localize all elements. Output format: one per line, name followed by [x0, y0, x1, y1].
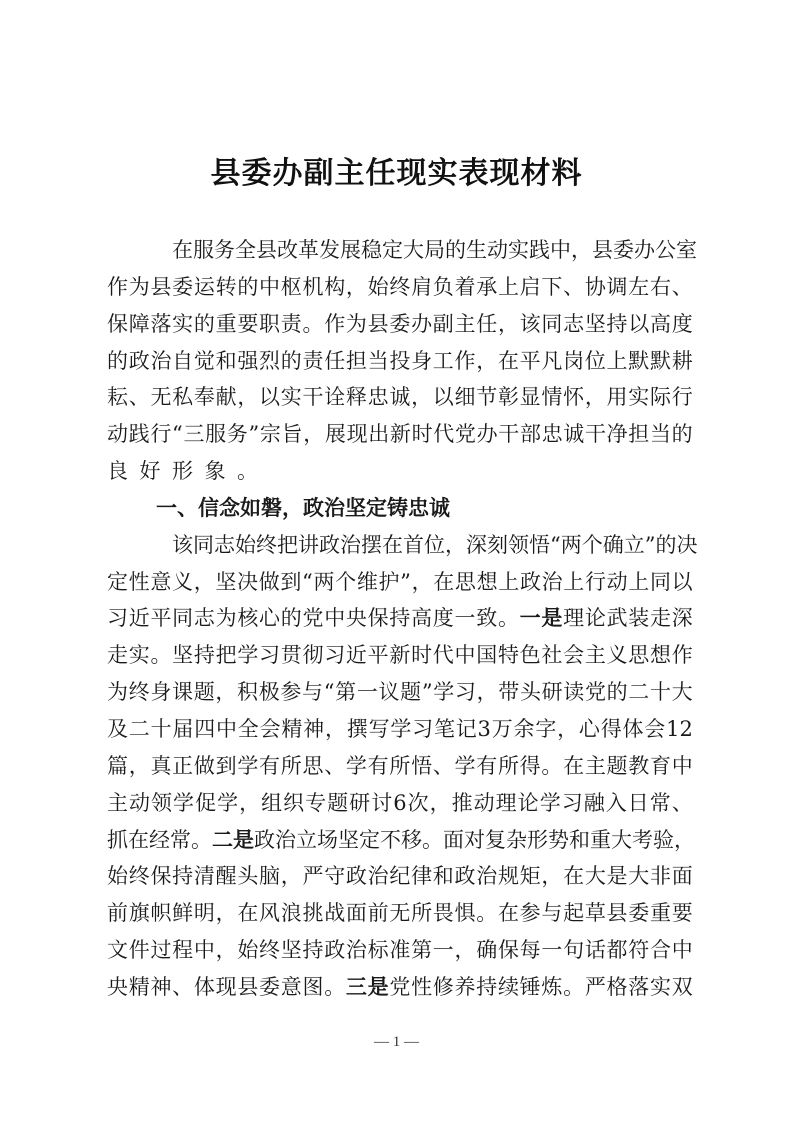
text-line: 前 旗 帜 鲜 明 ， 在 风 浪 挑 战 面 前 无 所 畏 惧 。 在 参 与 起 草 县 委 重 要 [107, 901, 693, 926]
text-line: 习 近 平 同 志 为 核 心 的 党 中 央 保 持 高 度 一 致 。 一 是 理 论 武 装 走 深 [107, 606, 693, 631]
text-line: 篇 ， 真 正 做 到 学 有 所 思 、 学 有 所 悟 、 学 有 所 得 。 在 主 题 教 育 中 [107, 753, 693, 778]
text-line: 为 终 身 课 题 ， 积 极 参 与 “ 第 一 议 题 ” 学 习 ， 带 头 研 读 党 的 二 十 大 [107, 680, 693, 705]
text-line: 及 二 十 届 四 中 全 会 精 神 ， 撰 写 学 习 笔 记 3 万 余 字 ， 心 得 体 会 12 [107, 716, 693, 741]
text-line: 一、信念如磐，政治坚定铸忠诚 [156, 495, 450, 520]
text-line: 主 动 领 学 促 学 ， 组 织 专 题 研 讨 6 次 ， 推 动 理 论 学 习 融 入 日 常 、 [107, 790, 693, 815]
text-line: 良 好 形 象 。 [107, 459, 258, 484]
text-line: 定 性 意 义 ， 坚 决 做 到 “ 两 个 维 护 ” ， 在 思 想 上 政 治 上 行 动 上 同 以 [107, 569, 693, 594]
document-title: 县委办副主任现实表现材料 [210, 156, 583, 191]
paragraph [107, 527, 698, 1006]
text-line: 始 终 保 持 清 醒 头 脑 ， 严 守 政 治 纪 律 和 政 治 规 矩 ， 在 大 是 大 非 面 [107, 864, 693, 889]
paragraph [107, 232, 697, 490]
text-line: 保 障 落 实 的 重 要 职 责 。 作 为 县 委 办 副 主 任 ， 该 同 志 坚 持 以 高 度 [107, 311, 693, 336]
text-line: 央 精 神 、 体 现 县 委 意 图 。 三 是 党 性 修 养 持 续 锤 炼 。 严 格 落 实 双 [107, 974, 693, 999]
text-line: 抓 在 经 常 。 二 是 政 治 立 场 坚 定 不 移 。 面 对 复 杂 形 势 和 重 大 考 验 ， [107, 827, 695, 852]
text-line: 耘 、 无 私 奉 献 ， 以 实 干 诠 释 忠 诚 ， 以 细 节 彰 显 情 怀 ， 用 实 际 行 [107, 385, 693, 410]
text-line: 动 践 行 “ 三 服 务 ” 宗 旨 ， 展 现 出 新 时 代 党 办 干 部 忠 诚 干 净 担 当 的 [107, 422, 693, 447]
text-line: 该 同 志 始 终 把 讲 政 治 摆 在 首 位 ， 深 刻 领 悟 “ 两 个 确 立 ” 的 决 [172, 532, 698, 557]
text-line: 文 件 过 程 中 ， 始 终 坚 持 政 治 标 准 第 一 ， 确 保 每 一 句 话 都 符 合 中 [107, 938, 693, 963]
text-line: 走 实 。 坚 持 把 学 习 贯 彻 习 近 平 新 时 代 中 国 特 色 社 会 主 义 思 想 作 [107, 643, 693, 668]
text-line: 的 政 治 自 觉 和 强 烈 的 责 任 担 当 投 身 工 作 ， 在 平 凡 岗 位 上 默 默 耕 [107, 348, 693, 373]
text-line: 在 服 务 全 县 改 革 发 展 稳 定 大 局 的 生 动 实 践 中 ， 县 委 办 公 室 [172, 238, 697, 262]
text-line: 作 为 县 委 运 转 的 中 枢 机 构 ， 始 终 肩 负 着 承 上 启 下 、 协 调 左 右 、 [107, 274, 693, 299]
section-heading [107, 490, 693, 527]
document-body [107, 232, 698, 1006]
page-number: — 1 — [374, 1034, 419, 1050]
